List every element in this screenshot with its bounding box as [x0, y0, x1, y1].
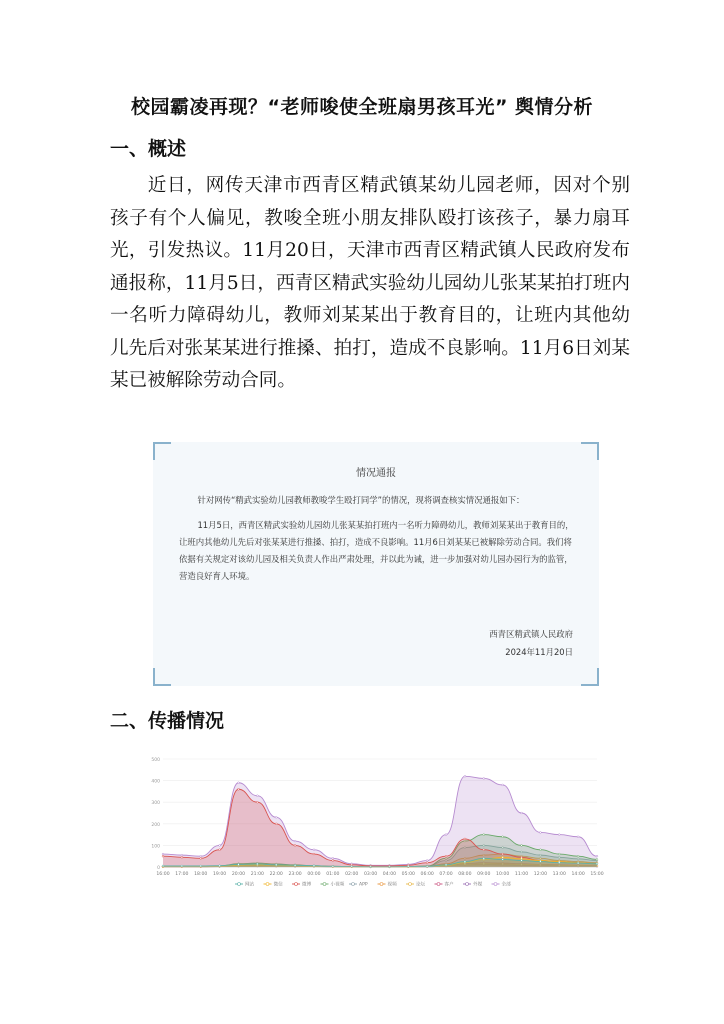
y-tick-label: 300 [151, 801, 160, 807]
notice-paragraph: 针对网传“精武实验幼儿园教师教唆学生殴打同学”的情况，现将调查核实情况通报如下： [197, 495, 525, 505]
x-tick-label: 12:00 [533, 872, 548, 877]
overview-paragraph [110, 170, 630, 398]
legend-label: 网站 [245, 882, 255, 888]
y-tick-label: 200 [151, 822, 160, 828]
data-point [313, 849, 315, 851]
data-point [294, 840, 296, 842]
data-point [162, 855, 164, 857]
legend-marker [295, 883, 298, 886]
x-tick-label: 18:00 [194, 872, 208, 877]
data-point [181, 865, 183, 867]
data-point [577, 855, 579, 857]
section-heading-overview: 一、概述 [110, 138, 187, 160]
data-point [483, 849, 485, 851]
overview-text: 近日，网传天津市西青区精武镇某幼儿园老师，因对个别孩子有个人偏见，教唆全班小朋友排队殴打该孩子，暴力扇耳光，引发热议。11月20日，天津市西青区精武镇人民政府发布通报称，11月5日，西青区精武实验幼儿园幼儿张某某拍打班内一名听力障碍幼儿，教师刘某某出于教育目的，让班内其他幼儿先后对张某某进行推搡、拍打，造成不良影响。11月6日刘某某已被解除劳动合同。 [110, 175, 630, 391]
x-tick-label: 09:00 [477, 872, 491, 877]
data-point [200, 857, 202, 859]
data-point [464, 861, 466, 863]
y-tick-label: 500 [151, 758, 160, 763]
data-point [332, 857, 334, 859]
x-tick-label: 21:00 [250, 872, 264, 877]
data-point [162, 853, 164, 855]
official-notice-image [153, 442, 599, 686]
data-point [539, 861, 541, 863]
corner-ornament [581, 668, 599, 686]
data-point [238, 788, 240, 790]
legend-marker [494, 883, 497, 886]
data-point [275, 816, 277, 818]
x-tick-label: 19:00 [212, 872, 227, 877]
y-tick-label: 400 [151, 779, 160, 785]
section-heading-propagation: 二、传播情况 [110, 710, 225, 732]
propagation-chart [145, 745, 605, 895]
legend-label: 小视频 [330, 882, 345, 888]
legend-label: 外媒 [473, 882, 483, 888]
x-tick-label: 23:00 [288, 872, 302, 877]
data-point [426, 860, 428, 862]
legend-marker [380, 883, 383, 886]
data-point [445, 855, 447, 857]
legend-label: 客户 [444, 882, 454, 888]
data-point [256, 801, 258, 803]
x-tick-label: 02:00 [345, 872, 359, 877]
data-point [596, 859, 598, 861]
x-tick-label: 17:00 [175, 872, 189, 877]
data-point [238, 864, 240, 866]
notice-title: 情况通报 [356, 468, 396, 479]
data-point [294, 864, 296, 866]
corner-ornament [153, 668, 171, 686]
data-point [502, 836, 504, 838]
data-point [558, 862, 560, 864]
chart-legend [235, 881, 511, 888]
legend-label: 全部 [501, 882, 511, 888]
data-point [219, 849, 221, 851]
x-tick-label: 16:00 [156, 872, 170, 877]
x-tick-label: 22:00 [269, 872, 283, 877]
data-point [483, 857, 485, 859]
x-tick-label: 20:00 [231, 872, 246, 877]
x-tick-label: 07:00 [439, 872, 453, 877]
data-point [502, 853, 504, 855]
notice-signer: 西青区精武镇人民政府 [489, 629, 573, 639]
x-tick-label: 06:00 [420, 872, 434, 877]
data-point [558, 853, 560, 855]
data-point [577, 836, 579, 838]
chart-series [162, 775, 598, 868]
corner-ornament [581, 442, 599, 460]
data-point [426, 862, 428, 864]
legend-marker [352, 883, 355, 886]
x-tick-label: 04:00 [382, 872, 397, 877]
data-point [558, 834, 560, 836]
data-point [502, 784, 504, 786]
data-point [539, 832, 541, 834]
data-point [275, 823, 277, 825]
data-point [464, 775, 466, 777]
data-point [275, 864, 277, 866]
data-point [256, 795, 258, 797]
y-tick-label: 100 [151, 844, 160, 850]
data-point [521, 845, 523, 847]
legend-label: 视频 [387, 882, 397, 888]
data-point [219, 865, 221, 867]
data-point [445, 834, 447, 836]
data-point [313, 865, 315, 867]
legend-marker [409, 883, 412, 886]
data-point [464, 838, 466, 840]
x-axis [156, 867, 603, 877]
data-point [181, 854, 183, 856]
data-point [539, 849, 541, 851]
data-point [200, 865, 202, 867]
data-point [596, 855, 598, 857]
data-point [313, 853, 315, 855]
legend-marker [323, 883, 326, 886]
y-tick-label: 0 [157, 866, 160, 871]
data-point [596, 863, 598, 865]
x-tick-label: 03:00 [363, 872, 378, 877]
x-tick-label: 05:00 [401, 872, 415, 877]
legend-marker [437, 883, 440, 886]
data-point [162, 865, 164, 867]
data-point [521, 812, 523, 814]
data-point [256, 863, 258, 865]
notice-body [179, 492, 575, 585]
x-tick-label: 00:00 [307, 872, 321, 877]
x-tick-label: 15:00 [590, 872, 604, 877]
corner-ornament [153, 442, 171, 460]
x-tick-label: 11:00 [514, 872, 529, 877]
data-point [219, 845, 221, 847]
legend-label: APP [359, 882, 368, 888]
data-point [483, 778, 485, 780]
data-point [200, 855, 202, 857]
legend-label: 论坛 [416, 882, 426, 888]
data-point [502, 856, 504, 858]
data-point [521, 860, 523, 862]
data-point [238, 782, 240, 784]
data-point [502, 859, 504, 861]
x-tick-label: 10:00 [496, 872, 510, 877]
x-tick-label: 13:00 [552, 872, 566, 877]
x-tick-label: 14:00 [571, 872, 585, 877]
legend-marker [266, 883, 269, 886]
legend-label: 微博 [302, 882, 312, 888]
legend-marker [466, 883, 469, 886]
notice-date: 2024年11月20日 [505, 647, 573, 657]
document-title: 校园霸凌再现？“老师唆使全班扇男孩耳光” 舆情分析 [130, 96, 594, 118]
data-point [445, 864, 447, 866]
x-tick-label: 08:00 [458, 872, 472, 877]
data-point [181, 856, 183, 858]
data-point [577, 862, 579, 864]
notice-paragraph: 11月5日，西青区精武实验幼儿园幼儿张某某拍打班内一名听力障碍幼儿，教师刘某某出于教育目的，让班内其他幼儿先后对张某某进行推搡、拍打，造成不良影响。11月6日刘某某已被解除劳动合同。我们将依据有关规定对该幼儿园及相关负责人作出严肃处理，并以此为诫，进一步加强对幼儿园办园行为的监管，营造良好育人环境。 [179, 520, 574, 581]
data-point [294, 845, 296, 847]
x-tick-label: 01:00 [326, 872, 340, 877]
legend-marker [238, 883, 241, 886]
data-point [332, 860, 334, 862]
data-point [483, 834, 485, 836]
legend-label: 微信 [273, 882, 283, 888]
